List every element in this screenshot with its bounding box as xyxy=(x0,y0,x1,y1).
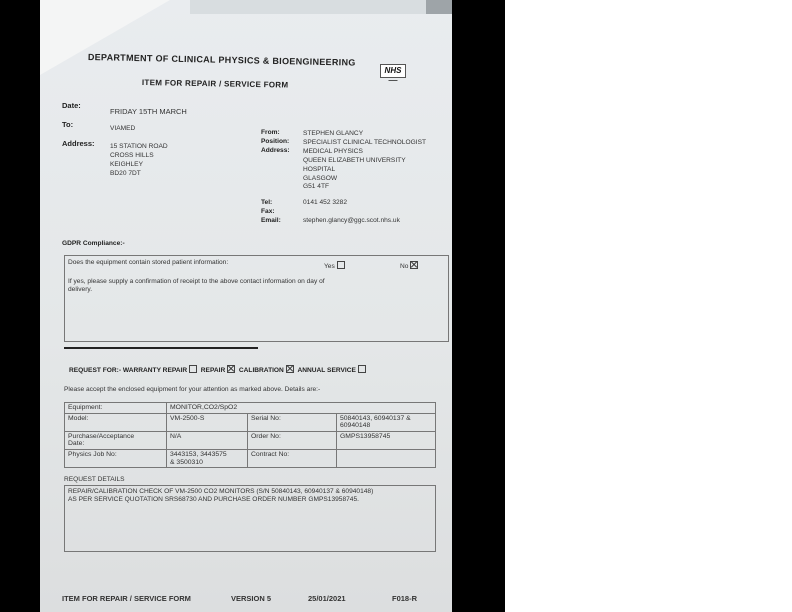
fax-label: Fax: xyxy=(261,208,275,215)
contract-label: Contract No: xyxy=(248,449,337,467)
gdpr-box xyxy=(64,255,449,342)
page-fold xyxy=(40,0,170,75)
from-label: From: xyxy=(261,129,280,136)
footer-title: ITEM FOR REPAIR / SERVICE FORM xyxy=(62,594,191,603)
position-value: SPECIALIST CLINICAL TECHNOLOGIST xyxy=(303,139,426,146)
contract-value xyxy=(337,449,436,467)
accept-note: Please accept the enclosed equipment for your attention as marked above. Details are:- xyxy=(64,386,321,393)
table-row xyxy=(65,403,436,414)
date-value: FRIDAY 15TH MARCH xyxy=(110,107,187,116)
warranty-repair-label: WARRANTY REPAIR xyxy=(122,366,188,374)
equipment-value: MONITOR,CO2/SpO2 xyxy=(167,403,436,414)
serial-value-line-2: 60940148 xyxy=(340,422,371,430)
address-line-4: BD20 7DT xyxy=(110,170,141,177)
purchase-value: N/A xyxy=(167,431,248,449)
address-label: Address: xyxy=(62,139,95,148)
job-value-line-2: & 3500310 xyxy=(170,458,203,466)
gdpr-note-line-1: If yes, please supply a confirmation of receipt to the above contact information on day of xyxy=(68,278,325,285)
nhs-logo-tagline: ▬▬▬ xyxy=(388,78,398,82)
gdpr-no-checkbox[interactable] xyxy=(410,261,418,269)
email-label: Email: xyxy=(261,217,281,224)
section-divider xyxy=(64,347,258,349)
date-label: Date: xyxy=(62,101,81,110)
gdpr-label: GDPR Compliance:- xyxy=(62,240,125,247)
annual-service-label: ANNUAL SERVICE xyxy=(297,366,356,374)
gdpr-yes-option xyxy=(324,262,345,270)
serial-value-line-1: 50840143, 60940137 & xyxy=(340,414,411,422)
repair-label: REPAIR xyxy=(200,366,226,374)
calibration-label: CALIBRATION xyxy=(238,366,284,374)
gdpr-yes-label: Yes xyxy=(324,262,335,270)
gdpr-no-label: No xyxy=(400,262,409,270)
equipment-label: Equipment: xyxy=(65,403,167,414)
email-value: stephen.glancy@ggc.scot.nhs.uk xyxy=(303,217,400,224)
position-label: Position: xyxy=(261,138,290,145)
serial-label: Serial No: xyxy=(248,413,337,431)
background-strip-dark xyxy=(426,0,452,14)
table-row xyxy=(65,413,436,431)
address-line-3: KEIGHLEY xyxy=(110,161,143,168)
table-row xyxy=(65,449,436,467)
model-label: Model: xyxy=(65,413,167,431)
address-line-1: 15 STATION ROAD xyxy=(110,143,168,150)
table-row xyxy=(65,431,436,449)
request-details-line-1: REPAIR/CALIBRATION CHECK OF VM-2500 CO2 MONITORS (S/N 50840143, 60940137 & 60940148) xyxy=(68,488,374,495)
footer-version: VERSION 5 xyxy=(231,594,272,603)
to-label: To: xyxy=(62,120,74,129)
job-value xyxy=(167,449,248,467)
from-value: STEPHEN GLANCY xyxy=(303,130,364,137)
request-details-line-2: AS PER SERVICE QUOTATION SRS68730 AND PURCHASE ORDER NUMBER GMPS13958745. xyxy=(68,496,359,503)
warranty-repair-checkbox[interactable] xyxy=(189,365,197,373)
purchase-label-line-1: Purchase/Acceptance xyxy=(68,432,135,440)
footer-code: F018-R xyxy=(392,594,418,603)
gdpr-question: Does the equipment contain stored patient information: xyxy=(68,259,229,266)
from-address-line-3: HOSPITAL xyxy=(303,166,336,173)
from-address-line-2: QUEEN ELIZABETH UNIVERSITY xyxy=(303,157,406,164)
repair-checkbox[interactable] xyxy=(227,365,235,373)
purchase-label-line-2: Date: xyxy=(68,440,85,448)
request-details-label: REQUEST DETAILS xyxy=(64,476,125,483)
purchase-label xyxy=(65,431,167,449)
annual-service-checkbox[interactable] xyxy=(358,365,366,373)
order-value: GMPS13958745 xyxy=(337,431,436,449)
tel-label: Tel: xyxy=(261,199,273,206)
from-address-line-5: G51 4TF xyxy=(303,183,330,190)
gdpr-no-option xyxy=(400,262,418,270)
request-for-row xyxy=(69,366,366,374)
department-heading: DEPARTMENT OF CLINICAL PHYSICS & BIOENGINEERING xyxy=(87,52,356,68)
nhs-logo: NHS xyxy=(380,64,406,78)
job-label: Physics Job No: xyxy=(65,449,167,467)
from-address-line-1: MEDICAL PHYSICS xyxy=(303,148,363,155)
from-address-label: Address: xyxy=(261,147,290,154)
from-address-line-4: GLASGOW xyxy=(303,175,338,182)
gdpr-yes-checkbox[interactable] xyxy=(337,261,345,269)
order-label: Order No: xyxy=(248,431,337,449)
job-value-line-1: 3443153, 3443575 xyxy=(170,450,227,458)
address-line-2: CROSS HILLS xyxy=(110,152,154,159)
form-subtitle: ITEM FOR REPAIR / SERVICE FORM xyxy=(141,78,289,90)
request-for-label: REQUEST FOR:- xyxy=(69,366,122,374)
background-strip xyxy=(190,0,452,14)
model-value: VM-2500-S xyxy=(167,413,248,431)
to-value: VIAMED xyxy=(110,125,136,132)
serial-value xyxy=(337,413,436,431)
calibration-checkbox[interactable] xyxy=(286,365,294,373)
gdpr-note-line-2: delivery. xyxy=(68,286,93,293)
document-photo xyxy=(40,0,452,612)
equipment-table xyxy=(64,402,436,468)
footer-date: 25/01/2021 xyxy=(308,594,346,603)
tel-value: 0141 452 3282 xyxy=(303,199,348,206)
